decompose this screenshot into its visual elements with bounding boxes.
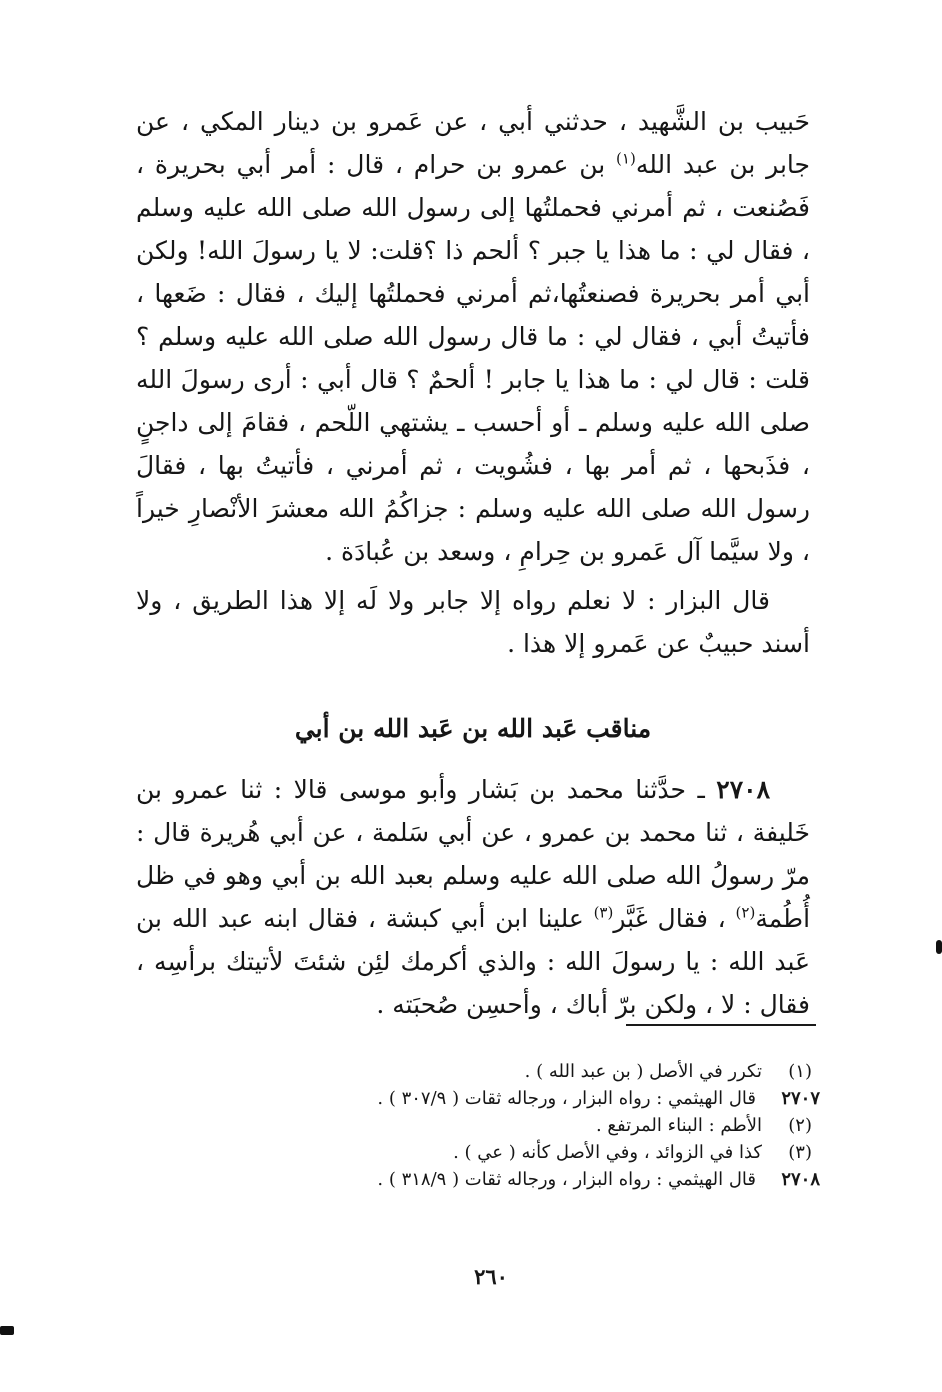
hadith-text-b: ، فقال غَبَّر (613, 904, 736, 933)
hadith-2708 (136, 768, 810, 1026)
hadith-text-c: علينا ابن أبي كبشة ، فقال ابنه عبد الله بن عَبد الله : يا رسولَ الله : والذي أكرمك لئِن شئتَ لأتيتك برأسِه ، فقال : لا ، ولكن برّ أباك ، وأحسِن صُحبَته . (136, 904, 811, 1019)
scan-edge-mark (0, 1326, 14, 1335)
bazzar-comment: قال البزار : لا نعلم رواه إلا جابر ولا لَه إلا هذا الطريق ، ولا أسند حبيبٌ عن عَمرو إلا هذا . (136, 586, 810, 658)
page-number: ٢٦٠ (474, 1264, 508, 1289)
footnote-text: الأطم : البناء المرتفع . (595, 1115, 762, 1136)
hadith-number: ٢٧٠٨ (716, 775, 770, 804)
footnote-marker: (٢) (788, 1115, 812, 1136)
footnote-marker: ٢٧٠٧ (781, 1088, 820, 1109)
footnote-2 (180, 1112, 820, 1139)
footnote-text: قال الهيثمي : رواه البزار ، ورجاله ثقات ( ٣٠٧/٩ ) . (377, 1088, 756, 1109)
main-text-block (136, 100, 810, 1026)
footnote-marker: (٣) (788, 1142, 812, 1163)
footnote-1 (180, 1058, 820, 1085)
footnote-text: تكرر في الأصل ( بن عبد الله ) . (524, 1061, 762, 1082)
footnote-3 (180, 1139, 820, 1166)
footnote-marker: (١) (788, 1061, 812, 1082)
passage-text-a: حَبيب بن الشَّهيد ، حدثني أبي ، عن عَمرو بن دينار المكي ، عن جابر بن عبد الله (136, 107, 810, 179)
footnote-ref-3: (٣) (593, 903, 614, 922)
footnote-ref-1: (١) (616, 149, 636, 168)
footnote-2708 (180, 1166, 820, 1193)
footnote-text: قال الهيثمي : رواه البزار ، ورجاله ثقات ( ٣١٨/٩ ) . (377, 1169, 756, 1190)
hadith-2707-continuation (136, 100, 810, 573)
footnote-ref-2: (٢) (735, 903, 756, 922)
footnote-separator (626, 1024, 816, 1026)
section-heading: مناقب عَبد الله بن عَبد الله بن أبي (294, 714, 652, 743)
scan-edge-mark (936, 940, 942, 954)
passage-text-b: بن عمرو بن حرام ، قال : أمر أبي بحريرة ، فَصُنعت ، ثم أمرني فحملتُها إلى رسول الله صلى الله عليه وسلم ، فقال لي : ما هذا يا جبر ؟ ألحم ذا ؟قلت: لا يا رسولَ الله! ولكن أبي أمر بحريرة فصنعتُها،ثم أمرني فحملتُها إليك ، فقال : ضَعها ، فأتيتُ أبي ، فقال لي : ما قال رسول الله صلى الله عليه وسلم ؟ قلت : قال لي : ما هذا يا جابر ! ألحمٌ ؟ قال أبي : أرى رسولَ الله صلى الله عليه وسلم ـ أو أحسب ـ يشتهي اللّحم ، فقامَ إلى داجنٍ ، فذَبحها ، ثم أمر بها ، فشُويت ، ثم أمرني ، فأتيتُ بها ، فقالَ رسول الله صلى الله عليه وسلم : جزاكُمُ الله معشرَ الأنْصارِ خيراً ، ولا سيَّما آل عَمرو بن حِرامِ ، وسعد بن عُبادَة . (136, 150, 810, 566)
footnote-text: كذا في الزوائد ، وفي الأصل كأنه ( عي ) . (453, 1142, 762, 1163)
footnote-2707 (180, 1085, 820, 1112)
hadith-text-a: ـ حدَّثنا محمد بن بَشار وأبو موسى قالا : ثنا عمرو بن خَليفة ، ثنا محمد بن عمرو ، عن أبي سَلمة ، عن أبي هُريرة قال : مرّ رسولُ الله صلى الله عليه وسلم بعبد الله بن أبي وهو في ظل أُطُمة (136, 775, 811, 933)
footnote-marker: ٢٧٠٨ (781, 1169, 820, 1190)
footnotes (180, 1058, 820, 1193)
